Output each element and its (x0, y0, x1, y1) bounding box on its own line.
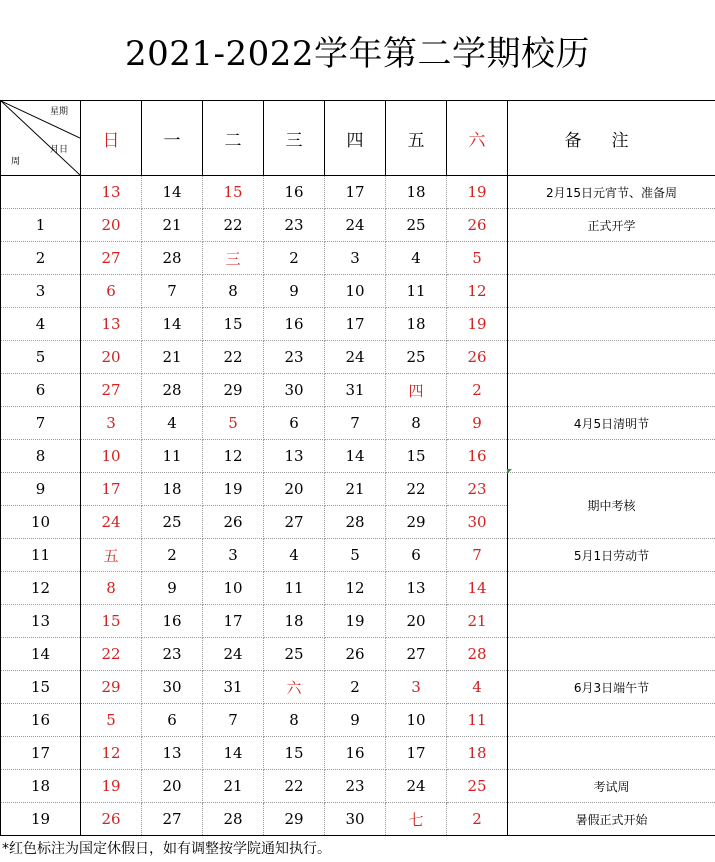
note-cell (508, 605, 715, 638)
week-number-cell: 19 (1, 803, 81, 836)
table-row (1, 704, 715, 737)
date-cell: 27 (81, 374, 142, 407)
table-row (1, 275, 715, 308)
date-cell: 20 (81, 341, 142, 374)
table-row (1, 638, 715, 671)
note-cell (508, 572, 715, 605)
date-cell: 12 (325, 572, 386, 605)
week-number-cell: 16 (1, 704, 81, 737)
header-row (1, 101, 715, 176)
calendar-body (1, 176, 715, 836)
date-cell: 25 (386, 341, 447, 374)
date-cell: 5 (81, 704, 142, 737)
week-number-cell: 3 (1, 275, 81, 308)
date-cell: 22 (203, 341, 264, 374)
date-cell: 31 (203, 671, 264, 704)
note-cell (508, 275, 715, 308)
weekday-header-2: 二 (203, 101, 264, 176)
note-cell: 期中考核 (508, 473, 715, 539)
date-cell: 9 (264, 275, 325, 308)
note-cell: 6月3日端午节 (508, 671, 715, 704)
corner-header-cell (1, 101, 81, 176)
date-cell: 30 (264, 374, 325, 407)
date-cell: 3 (325, 242, 386, 275)
note-cell: 正式开学 (508, 209, 715, 242)
date-cell: 18 (386, 176, 447, 209)
date-cell: 16 (264, 308, 325, 341)
date-cell: 29 (203, 374, 264, 407)
date-cell: 21 (447, 605, 508, 638)
date-cell: 26 (447, 341, 508, 374)
date-cell: 10 (81, 440, 142, 473)
note-cell: 暑假正式开始 (508, 803, 715, 836)
date-cell: 四 (386, 374, 447, 407)
weekday-header-5: 五 (386, 101, 447, 176)
date-cell: 20 (142, 770, 203, 803)
date-cell: 17 (325, 308, 386, 341)
date-cell: 8 (264, 704, 325, 737)
week-number-cell: 13 (1, 605, 81, 638)
week-number-cell: 1 (1, 209, 81, 242)
date-cell: 28 (325, 506, 386, 539)
date-cell: 12 (81, 737, 142, 770)
table-row (1, 242, 715, 275)
date-cell: 六 (264, 671, 325, 704)
date-cell: 5 (325, 539, 386, 572)
date-cell: 24 (386, 770, 447, 803)
note-cell (508, 308, 715, 341)
note-cell (508, 737, 715, 770)
week-number-cell: 11 (1, 539, 81, 572)
date-cell: 12 (447, 275, 508, 308)
date-cell: 12 (203, 440, 264, 473)
date-cell: 15 (386, 440, 447, 473)
date-cell: 30 (447, 506, 508, 539)
week-number-cell: 17 (1, 737, 81, 770)
date-cell: 6 (81, 275, 142, 308)
date-cell: 4 (264, 539, 325, 572)
week-number-cell: 2 (1, 242, 81, 275)
week-number-cell (1, 176, 81, 209)
date-cell: 11 (264, 572, 325, 605)
date-cell: 24 (81, 506, 142, 539)
weekday-header-4: 四 (325, 101, 386, 176)
date-cell: 8 (386, 407, 447, 440)
date-cell: 23 (142, 638, 203, 671)
date-cell: 13 (81, 176, 142, 209)
table-row (1, 572, 715, 605)
date-cell: 15 (203, 176, 264, 209)
date-cell: 18 (264, 605, 325, 638)
date-cell: 6 (386, 539, 447, 572)
date-cell: 25 (447, 770, 508, 803)
date-cell: 18 (142, 473, 203, 506)
table-row (1, 605, 715, 638)
table-row (1, 341, 715, 374)
date-cell: 9 (142, 572, 203, 605)
date-cell: 28 (142, 374, 203, 407)
date-cell: 13 (81, 308, 142, 341)
note-cell (508, 341, 715, 374)
date-cell: 2 (264, 242, 325, 275)
date-cell: 13 (264, 440, 325, 473)
date-cell: 22 (203, 209, 264, 242)
date-cell: 28 (203, 803, 264, 836)
date-cell: 2 (325, 671, 386, 704)
date-cell: 21 (203, 770, 264, 803)
date-cell: 7 (447, 539, 508, 572)
date-cell: 16 (447, 440, 508, 473)
corner-label-week: 周 (11, 157, 21, 167)
table-row (1, 803, 715, 836)
date-cell: 25 (386, 209, 447, 242)
date-cell: 13 (386, 572, 447, 605)
date-cell: 18 (447, 737, 508, 770)
date-cell: 27 (142, 803, 203, 836)
weekday-header-3: 三 (264, 101, 325, 176)
date-cell: 七 (386, 803, 447, 836)
page-title: 2021-2022学年第二学期校历 (124, 33, 591, 74)
date-cell: 22 (81, 638, 142, 671)
date-cell: 19 (81, 770, 142, 803)
note-cell: 2月15日元宵节、准备周 (508, 176, 715, 209)
date-cell: 11 (447, 704, 508, 737)
date-cell: 26 (447, 209, 508, 242)
date-cell: 19 (447, 308, 508, 341)
date-cell: 19 (447, 176, 508, 209)
week-number-cell: 6 (1, 374, 81, 407)
week-number-cell: 4 (1, 308, 81, 341)
date-cell: 30 (325, 803, 386, 836)
date-cell: 2 (142, 539, 203, 572)
date-cell: 16 (325, 737, 386, 770)
table-row (1, 407, 715, 440)
table-row (1, 539, 715, 572)
date-cell: 17 (203, 605, 264, 638)
date-cell: 7 (325, 407, 386, 440)
date-cell: 23 (447, 473, 508, 506)
weekday-header-1: 一 (142, 101, 203, 176)
date-cell: 16 (264, 176, 325, 209)
weekday-header-0: 日 (81, 101, 142, 176)
date-cell: 26 (325, 638, 386, 671)
date-cell: 2 (447, 803, 508, 836)
date-cell: 23 (264, 209, 325, 242)
date-cell: 11 (142, 440, 203, 473)
date-cell: 17 (81, 473, 142, 506)
date-cell: 3 (203, 539, 264, 572)
date-cell: 30 (142, 671, 203, 704)
cell-comment-marker (507, 469, 512, 474)
date-cell: 15 (264, 737, 325, 770)
date-cell: 4 (386, 242, 447, 275)
date-cell: 三 (203, 242, 264, 275)
date-cell: 19 (203, 473, 264, 506)
date-cell: 7 (142, 275, 203, 308)
date-cell: 28 (142, 242, 203, 275)
date-cell: 10 (203, 572, 264, 605)
note-cell (508, 374, 715, 407)
date-cell: 3 (81, 407, 142, 440)
date-cell: 22 (386, 473, 447, 506)
note-cell: 考试周 (508, 770, 715, 803)
week-number-cell: 9 (1, 473, 81, 506)
date-cell: 25 (142, 506, 203, 539)
date-cell: 17 (386, 737, 447, 770)
date-cell: 27 (264, 506, 325, 539)
note-cell (508, 638, 715, 671)
date-cell: 13 (142, 737, 203, 770)
date-cell: 21 (142, 341, 203, 374)
date-cell: 14 (447, 572, 508, 605)
notes-header: 备注 (508, 101, 715, 176)
date-cell: 24 (325, 209, 386, 242)
date-cell: 2 (447, 374, 508, 407)
date-cell: 17 (325, 176, 386, 209)
week-number-cell: 14 (1, 638, 81, 671)
note-cell (508, 440, 715, 473)
week-number-cell: 10 (1, 506, 81, 539)
date-cell: 23 (325, 770, 386, 803)
table-row (1, 671, 715, 704)
date-cell: 29 (386, 506, 447, 539)
weekday-header-6: 六 (447, 101, 508, 176)
date-cell: 28 (447, 638, 508, 671)
date-cell: 11 (386, 275, 447, 308)
date-cell: 8 (203, 275, 264, 308)
date-cell: 15 (203, 308, 264, 341)
corner-label-weekday: 星期 (49, 107, 68, 117)
date-cell: 10 (325, 275, 386, 308)
date-cell: 6 (264, 407, 325, 440)
date-cell: 5 (203, 407, 264, 440)
date-cell: 15 (81, 605, 142, 638)
date-cell: 22 (264, 770, 325, 803)
date-cell: 6 (142, 704, 203, 737)
date-cell: 7 (203, 704, 264, 737)
table-row (1, 209, 715, 242)
date-cell: 23 (264, 341, 325, 374)
date-cell: 31 (325, 374, 386, 407)
date-cell: 9 (447, 407, 508, 440)
corner-label-date: 月日 (49, 145, 68, 155)
footnote: *红色标注为国定休假日，如有调整按学院通知执行。 (2, 841, 331, 857)
date-cell: 24 (325, 341, 386, 374)
date-cell: 18 (386, 308, 447, 341)
date-cell: 26 (203, 506, 264, 539)
date-cell: 16 (142, 605, 203, 638)
date-cell: 4 (142, 407, 203, 440)
note-cell: 4月5日清明节 (508, 407, 715, 440)
note-cell (508, 704, 715, 737)
table-row (1, 308, 715, 341)
week-number-cell: 8 (1, 440, 81, 473)
week-number-cell: 18 (1, 770, 81, 803)
date-cell: 20 (386, 605, 447, 638)
date-cell: 27 (386, 638, 447, 671)
table-row (1, 176, 715, 209)
date-cell: 24 (203, 638, 264, 671)
date-cell: 14 (203, 737, 264, 770)
date-cell: 3 (386, 671, 447, 704)
date-cell: 10 (386, 704, 447, 737)
table-row (1, 440, 715, 473)
date-cell: 21 (142, 209, 203, 242)
date-cell: 26 (81, 803, 142, 836)
date-cell: 29 (81, 671, 142, 704)
table-row (1, 770, 715, 803)
date-cell: 五 (81, 539, 142, 572)
calendar-table (0, 100, 715, 836)
note-cell: 5月1日劳动节 (508, 539, 715, 572)
week-number-cell: 15 (1, 671, 81, 704)
table-row (1, 473, 715, 506)
note-cell (508, 242, 715, 275)
date-cell: 27 (81, 242, 142, 275)
week-number-cell: 7 (1, 407, 81, 440)
date-cell: 8 (81, 572, 142, 605)
table-row (1, 737, 715, 770)
date-cell: 9 (325, 704, 386, 737)
week-number-cell: 12 (1, 572, 81, 605)
table-row (1, 374, 715, 407)
date-cell: 5 (447, 242, 508, 275)
week-number-cell: 5 (1, 341, 81, 374)
date-cell: 14 (142, 176, 203, 209)
date-cell: 25 (264, 638, 325, 671)
date-cell: 14 (325, 440, 386, 473)
date-cell: 21 (325, 473, 386, 506)
date-cell: 20 (81, 209, 142, 242)
date-cell: 4 (447, 671, 508, 704)
date-cell: 19 (325, 605, 386, 638)
date-cell: 29 (264, 803, 325, 836)
date-cell: 20 (264, 473, 325, 506)
date-cell: 14 (142, 308, 203, 341)
